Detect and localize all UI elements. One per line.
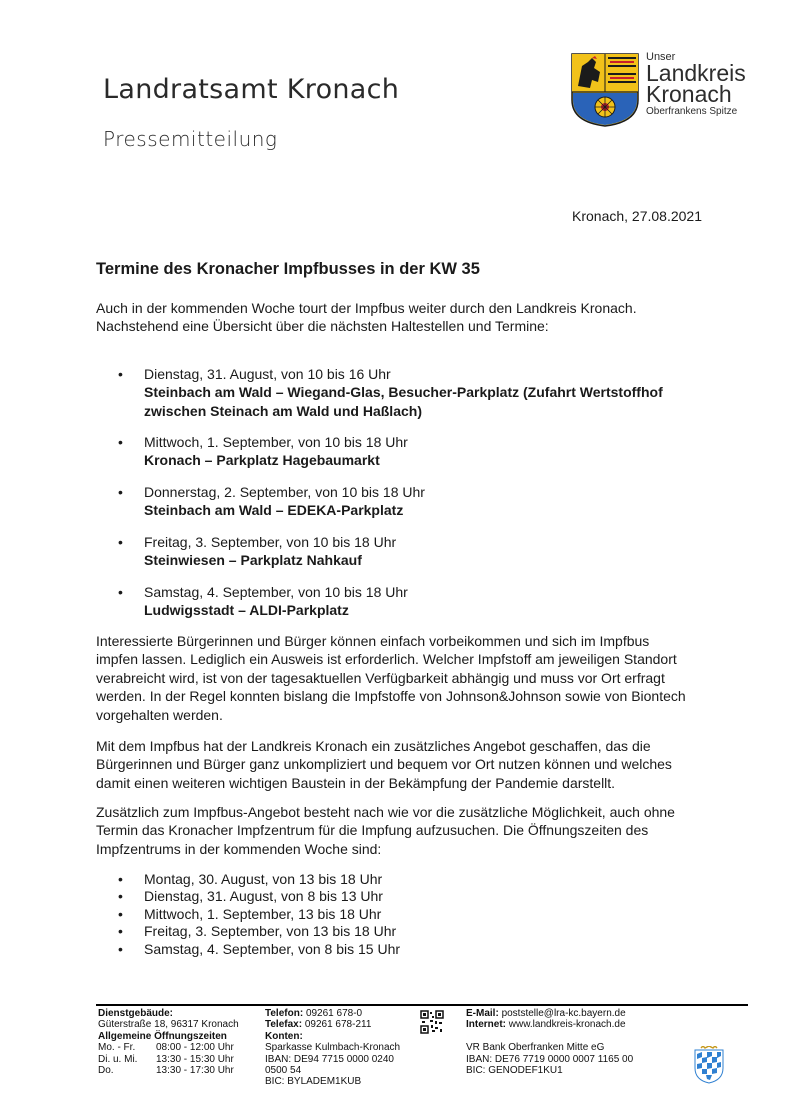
bank2-iban: IBAN: DE76 7719 0000 0007 1165 00 xyxy=(466,1053,634,1065)
bullet-icon: • xyxy=(118,905,123,922)
bank2-name: VR Bank Oberfranken Mitte eG xyxy=(466,1042,605,1054)
list-item xyxy=(96,941,696,958)
paragraph-impfbus-offer xyxy=(96,737,716,792)
bullet-icon: • xyxy=(118,534,123,550)
text-line: Zusätzlich zum Impfbus-Angebot besteht nach wie vor die zusätzliche Möglichkeit, auch ohne xyxy=(96,804,675,820)
impfzentrum-hours-list xyxy=(96,871,696,958)
bullet-icon: • xyxy=(118,434,123,450)
email-label: E-Mail: xyxy=(466,1008,499,1019)
logo-line1: Landkreis xyxy=(646,60,746,86)
bullet-icon: • xyxy=(118,584,123,600)
stop-location: Kronach – Parkplatz Hagebaumarkt xyxy=(144,452,380,469)
accounts-label: Konten: xyxy=(265,1030,303,1042)
footer-address-block xyxy=(98,1008,263,1076)
qr-code-icon xyxy=(420,1010,444,1034)
bullet-icon: • xyxy=(118,940,123,957)
list-item xyxy=(96,533,716,571)
footer-contact-block xyxy=(265,1008,415,1088)
hours-time: 13:30 - 17:30 Uhr xyxy=(156,1065,234,1076)
internet-label: Internet: xyxy=(466,1019,506,1031)
website-link[interactable]: www.landkreis-kronach.de xyxy=(508,1019,626,1031)
text-line: impfen lassen. Lediglich ein Ausweis ist erforderlich. Welcher Impfstoff am jeweiligen Standort xyxy=(96,651,677,668)
list-item xyxy=(96,433,716,471)
bullet-icon: • xyxy=(118,484,123,500)
text-line: Impfzentrums in der kommenden Woche sind: xyxy=(96,840,382,857)
bullet-icon: • xyxy=(118,888,123,905)
text-line: vorgehalten werden. xyxy=(96,706,223,723)
hours-days: Di. u. Mi. xyxy=(98,1053,138,1065)
bank2-bic: BIC: GENODEF1KU1 xyxy=(466,1065,563,1077)
list-item xyxy=(96,483,716,521)
list-item xyxy=(96,888,696,905)
hours-days: Mo. - Fr. xyxy=(98,1042,136,1054)
hours-time: 08:00 - 12:00 Uhr xyxy=(156,1042,234,1054)
logo-tagline: Oberfrankens Spitze xyxy=(646,106,738,117)
list-item xyxy=(96,583,716,621)
intro-paragraph xyxy=(96,299,716,336)
organization-name: Landratsamt Kronach xyxy=(103,74,400,105)
list-item xyxy=(96,871,696,888)
text-line: Auch in der kommenden Woche tourt der Impfbus weiter durch den Landkreis Kronach. xyxy=(96,300,637,316)
text-line: damit einen weiteren wichtigen Baustein in der Bekämpfung der Pandemie darstellt. xyxy=(96,774,616,791)
text-line: Interessierte Bürgerinnen und Bürger können einfach vorbeikommen und sich im Impfbus xyxy=(96,633,650,649)
text-line: Termin das Kronacher Impfzentrum für die Impfung aufzusuchen. Die Öffnungszeiten des xyxy=(96,822,649,839)
hours-text: Samstag, 4. September, von 8 bis 15 Uhr xyxy=(144,940,401,957)
fax-number: 09261 678-211 xyxy=(304,1019,372,1031)
paragraph-vaccination-info xyxy=(96,632,716,724)
list-item xyxy=(96,365,716,421)
hours-label: Allgemeine Öffnungszeiten xyxy=(98,1030,227,1042)
bullet-icon: • xyxy=(118,871,123,887)
stop-time: Mittwoch, 1. September, von 10 bis 18 Uhr xyxy=(144,434,408,450)
email-link[interactable]: poststelle@lra-kc.bayern.de xyxy=(501,1008,626,1019)
hours-days: Do. xyxy=(98,1065,114,1076)
hours-text: Freitag, 3. September, von 13 bis 18 Uhr xyxy=(144,923,397,940)
bullet-icon: • xyxy=(118,366,123,382)
list-item xyxy=(96,906,696,923)
logo-line2: Kronach xyxy=(646,81,732,107)
bank1-bic: BIC: BYLADEM1KUB xyxy=(265,1076,362,1088)
bank1-iban: IBAN: DE94 7715 0000 0240 0500 54 xyxy=(265,1053,394,1077)
hours-text: Dienstag, 31. August, von 8 bis 13 Uhr xyxy=(144,888,383,905)
hours-time: 13:30 - 15:30 Uhr xyxy=(156,1053,234,1065)
text-line: Mit dem Impfbus hat der Landkreis Kronach ein zusätzliches Angebot geschaffen, das die xyxy=(96,738,651,754)
bullet-icon: • xyxy=(118,923,123,940)
stop-location: Steinbach am Wald – EDEKA-Parkplatz xyxy=(144,502,404,519)
paragraph-impfzentrum xyxy=(96,803,716,858)
document-type: Pressemitteilung xyxy=(103,127,278,151)
text-line: Bürgerinnen und Bürger ganz unkompliziert und bequem vor Ort nutzen können und welches xyxy=(96,756,672,773)
list-item xyxy=(96,923,696,940)
hours-text: Montag, 30. August, von 13 bis 18 Uhr xyxy=(144,871,383,887)
footer-divider xyxy=(96,1004,748,1006)
stop-location: zwischen Steinach am Wald und Haßlach) xyxy=(144,402,422,419)
headline: Termine des Kronacher Impfbusses in der KW 35 xyxy=(96,260,480,278)
stop-time: Dienstag, 31. August, von 10 bis 16 Uhr xyxy=(144,366,391,382)
phone-number: 09261 678-0 xyxy=(305,1008,363,1019)
phone-label: Telefon: xyxy=(265,1008,304,1019)
text-line: Nachstehend eine Übersicht über die nächsten Haltestellen und Termine: xyxy=(96,318,549,335)
address: Güterstraße 18, 96317 Kronach xyxy=(98,1019,239,1031)
bavarian-coat-of-arms-icon xyxy=(693,1046,725,1084)
document-date: Kronach, 27.08.2021 xyxy=(572,208,702,224)
fax-label: Telefax: xyxy=(265,1019,303,1031)
stop-time: Donnerstag, 2. September, von 10 bis 18 Uhr xyxy=(144,484,425,500)
text-line: werden. In der Regel konnten bislang die Impfstoffe von Johnson&Johnson sowie von Biontech xyxy=(96,688,686,705)
logo-small-text: Unser xyxy=(646,51,676,63)
text-line: verabreicht wird, ist von der tagesaktuellen Verfügbarkeit abhängig und muss vor Ort erfragt xyxy=(96,669,665,686)
footer-online-block xyxy=(466,1008,686,1076)
stop-location: Steinwiesen – Parkplatz Nahkauf xyxy=(144,552,362,569)
hours-text: Mittwoch, 1. September, 13 bis 18 Uhr xyxy=(144,905,382,922)
landkreis-logo xyxy=(570,52,770,132)
stop-location: Ludwigsstadt – ALDI-Parkplatz xyxy=(144,602,349,619)
coat-of-arms-icon xyxy=(570,52,640,128)
stop-time: Samstag, 4. September, von 10 bis 18 Uhr xyxy=(144,584,408,600)
bank1-name: Sparkasse Kulmbach-Kronach xyxy=(265,1042,401,1054)
stop-location: Steinbach am Wald – Wiegand-Glas, Besucher-Parkplatz (Zufahrt Wertstoffhof xyxy=(144,384,663,401)
stop-time: Freitag, 3. September, von 10 bis 18 Uhr xyxy=(144,534,397,550)
building-label: Dienstgebäude: xyxy=(98,1008,174,1019)
